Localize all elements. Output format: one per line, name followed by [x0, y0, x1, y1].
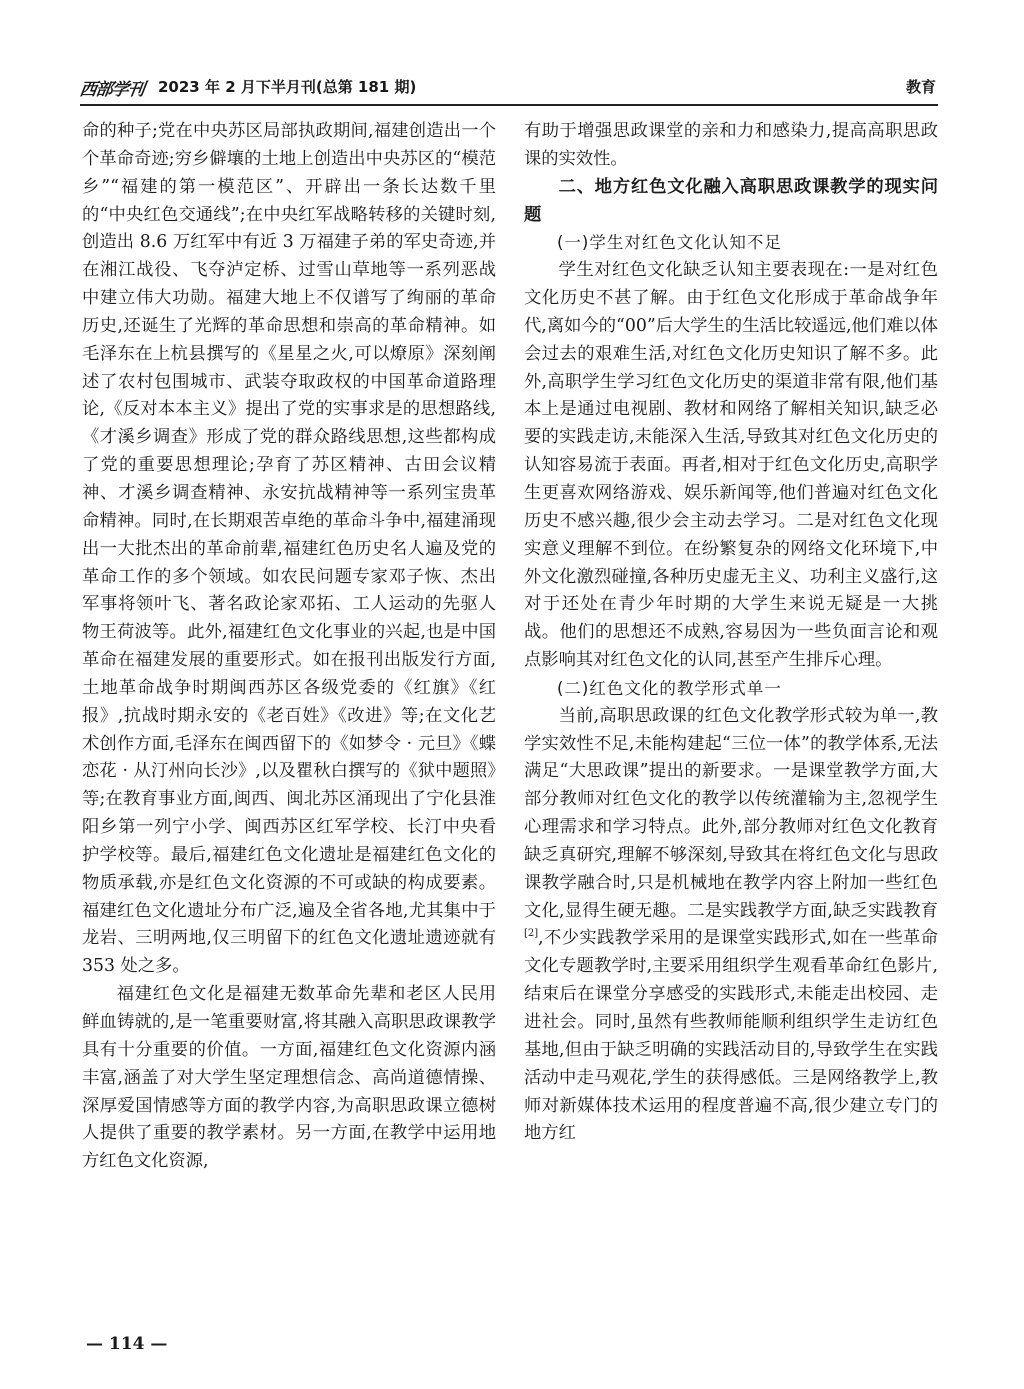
paragraph: 有助于增强思政课堂的亲和力和感染力,提高高职思政课的实效性。	[524, 121, 938, 169]
section-heading: 二、地方红色文化融入高职思政课教学的现实问题	[524, 176, 938, 225]
journal-logo: 西部学刊	[78, 80, 146, 100]
page-header	[80, 72, 938, 102]
subsection-heading: (一)学生对红色文化认知不足	[557, 233, 782, 253]
paragraph	[524, 703, 938, 1149]
subsection-heading: (二)红色文化的教学形式单一	[557, 678, 782, 698]
paragraph: 学生对红色文化缺乏认知主要表现在:一是对红色文化历史不甚了解。由于红色文化形成于革命战争年代,离如今的“00”后大学生的生活比较遥远,他们难以体会过去的艰难生活,对红色文化历史知识了解不多。此外,高职学生学习红色文化历史的渠道非常有限,他们基本上是通过电视剧、教材和网络了解相关知识,缺乏必要的实践走访,未能深入生活,导致其对红色文化历史的认知容易流于表面。再者,相对于红色文化历史,高职学生更喜欢网络游戏、娱乐新闻等,他们普遍对红色文化历史不感兴趣,很少会主动去学习。二是对红色文化现实意义理解不到位。在纷繁复杂的网络文化环境下,中外文化激烈碰撞,各种历史虚无主义、功利主义盛行,这对于还处在青少年时期的大学生来说无疑是一大挑战。他们的思想还不成熟,容易因为一些负面言论和观点影响其对红色文化的认同,甚至产生排斥心理。	[524, 260, 938, 671]
paragraph-text: 当前,高职思政课的红色文化教学形式较为单一,教学实效性不足,未能构建起“三位一体”的教学体系,无法满足“大思政课”提出的新要求。一是课堂教学方面,大部分教师对红色文化的教学以传统灌输为主,忽视学生心理需求和学习特点。此外,部分教师对红色文化教育缺乏真研究,理解不够深刻,导致其在将红色文化与思政课教学融合时,只是机械地在教学内容上附加一些红色文化,显得生硬无趣。二是实践教学方面,缺乏实践教育	[524, 705, 938, 921]
page-number: — 114 —	[86, 1334, 168, 1354]
left-column	[82, 118, 496, 1176]
paragraph: 命的种子;党在中央苏区局部执政期间,福建创造出一个个革命奇迹;穷乡僻壤的土地上创造出中央苏区的“模范乡”“福建的第一模范区”、开辟出一条长达数千里的“中央红色交通线”;在中央红军战略转移的关键时刻,创造出 8.6 万红军中有近 3 万福建子弟的军史奇迹,并在湘江战役、飞夺泸定桥、过雪山草地等一系列恶战中建立伟大功勋。福建大地上不仅谱写了绚丽的革命历史,还诞生了光辉的革命思想和崇高的革命精神。如毛泽东在上杭县撰写的《星星之火,可以燎原》深刻阐述了农村包围城市、武装夺取政权的中国革命道路理论,《反对本本主义》提出了党的实事求是的思想路线,《才溪乡调查》形成了党的群众路线思想,这些都构成了党的重要思想理论;孕育了苏区精神、古田会议精神、才溪乡调查精神、永安抗战精神等一系列宝贵革命精神。同时,在长期艰苦卓绝的革命斗争中,福建涌现出一大批杰出的革命前辈,福建红色历史名人遍及党的革命工作的多个领域。如农民问题专家邓子恢、杰出军事将领叶飞、著名政论家邓拓、工人运动的先驱人物王荷波等。此外,福建红色文化事业的兴起,也是中国革命在福建发展的重要形式。如在报刊出版发行方面,土地革命战争时期闽西苏区各级党委的《红旗》《红报》,抗战时期永安的《老百姓》《改进》等;在文化艺术创作方面,毛泽东在闽西留下的《如梦令 · 元旦》《蝶恋花 · 从汀州向长沙》,以及瞿秋白撰写的《狱中题照》等;在教育事业方面,闽西、闽北苏区涌现出了宁化县淮阳乡第一列宁小学、闽西苏区红军学校、长汀中央看护学校等。最后,福建红色文化遗址是福建红色文化的物质承载,亦是红色文化资源的不可或缺的构成要素。福建红色文化遗址分布广泛,遍及全省各地,尤其集中于龙岩、三明两地,仅三明留下的红色文化遗址遗迹就有353 处之多。	[82, 121, 496, 977]
section-label: 教育	[905, 78, 936, 96]
reference-mark[interactable]: [2]	[524, 928, 539, 940]
paragraph: 福建红色文化是福建无数革命先辈和老区人民用鲜血铸就的,是一笔重要财富,将其融入高职思政课教学具有十分重要的价值。一方面,福建红色文化资源内涵丰富,涵盖了对大学生坚定理想信念、高尚道德情操、深厚爱国情感等方面的教学内容,为高职思政课立德树人提供了重要的教学素材。另一方面,在教学中运用地方红色文化资源,	[82, 984, 496, 1172]
header-rule	[80, 104, 938, 106]
issue-info: 2023 年 2 月下半月刊(总第 181 期)	[158, 78, 417, 96]
right-column	[524, 118, 938, 1148]
paragraph-text: ,不少实践教学采用的是课堂实践形式,如在一些革命文化专题教学时,主要采用组织学生观看革命红色影片,结束后在课堂分享感受的实践形式,未能走出校园、走进社会。同时,虽然有些教师能顺利组织学生走访红色基地,但由于缺乏明确的实践活动目的,导致学生在实践活动中走马观花,学生的获得感低。三是网络教学上,教师对新媒体技术运用的程度普遍不高,很少建立专门的地方红	[524, 928, 938, 1144]
